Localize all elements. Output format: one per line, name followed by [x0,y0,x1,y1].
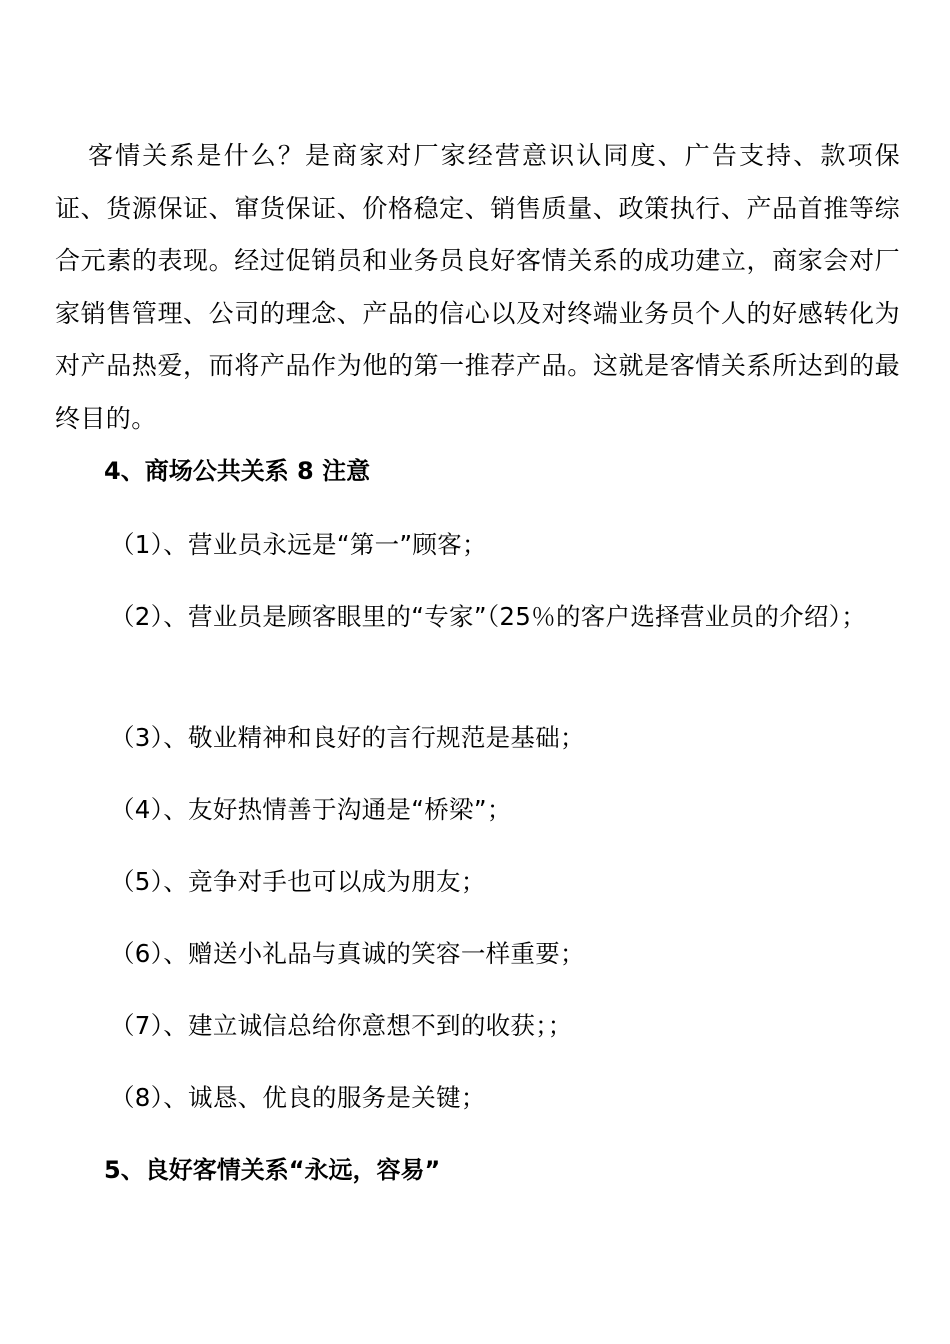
list-item: （7）、建立诚信总给你意想不到的收获；； [110,1011,573,1040]
list-item: （6）、赠送小礼品与真诚的笑容一样重要； [110,939,585,968]
list-item: （3）、敬业精神和良好的言行规范是基础； [110,723,585,752]
section-5-heading: 5、良好客情关系“永远，容易” [104,1156,441,1184]
intro-paragraph: 客情关系是什么？是商家对厂家经营意识认同度、广告支持、款项保证、货源保证、窜货保证、价格稳定、销售质量、政策执行、产品首推等综合元素的表现。经过促销员和业务员良好客情关系的成功建立，商家会对厂家销售管理、公司的理念、产品的信心以及对终端业务员个人的好感转化为对产品热爱，而将产品作为他的第一推荐产品。这就是客情关系所达到的最终目的。 [55,141,900,433]
list-item: （4）、友好热情善于沟通是“桥梁”； [110,795,512,824]
list-item: （5）、竞争对手也可以成为朋友； [110,867,486,896]
list-item: （8）、诚恳、优良的服务是关键； [110,1083,486,1112]
list-item: （1）、营业员永远是“第一”顾客； [110,530,487,559]
section-4-heading: 4、商场公共关系 8 注意 [104,457,371,485]
list-item: （2）、营业员是顾客眼里的“专家”（25％的客户选择营业员的介绍）； [110,602,867,631]
